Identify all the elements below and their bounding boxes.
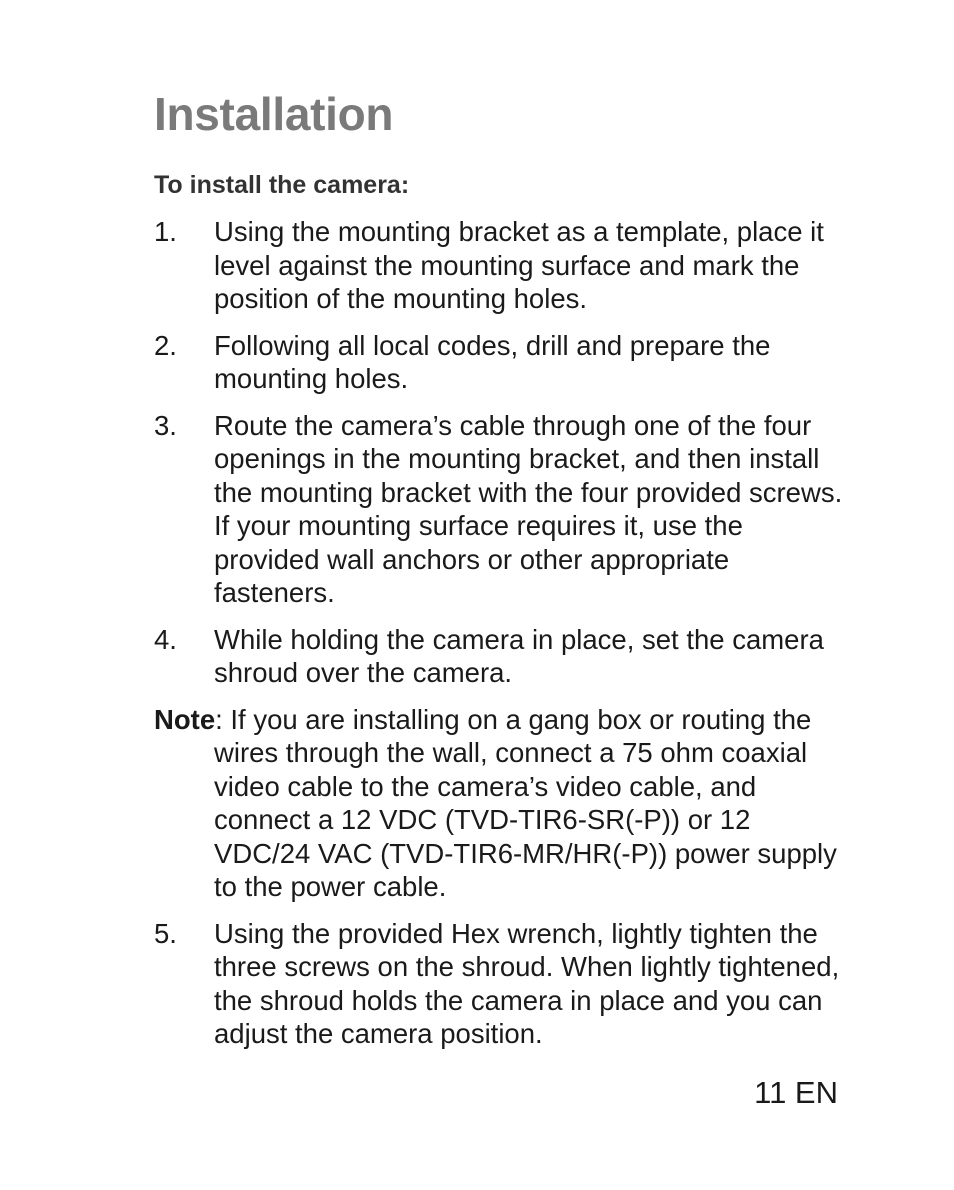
note-paragraph <box>154 703 844 904</box>
step-number: 5. <box>154 917 177 949</box>
list-item <box>154 329 844 396</box>
note-text: : If you are installing on a gang box or routing the wires through the wall, connect a 75 ohm coaxial video cable to the camera’s video cable, and connect a 12 VDC (TVD-TIR6-SR(-P)) or 12 VDC/24 VAC (TVD-TIR6-MR/HR(-P)) power supply to the power cable. <box>214 703 837 902</box>
list-item <box>154 215 844 316</box>
step-number: 2. <box>154 329 177 361</box>
step-text: Route the camera’s cable through one of the four openings in the mounting bracket, and then install the mounting bracket with the four provided screws. If your mounting surface requires it, use the provided wall anchors or other appropriate fasteners. <box>214 409 843 608</box>
list-item <box>154 623 844 690</box>
page-title: Installation <box>154 88 394 140</box>
note-label: Note <box>154 703 216 735</box>
step-text: While holding the camera in place, set the camera shroud over the camera. <box>214 623 824 688</box>
step-number: 3. <box>154 409 177 441</box>
step-text: Using the provided Hex wrench, lightly tighten the three screws on the shroud. When lightly tightened, the shroud holds the camera in place and you can adjust the camera position. <box>214 917 840 1049</box>
step-text: Using the mounting bracket as a template, place it level against the mounting surface and mark the position of the mounting holes. <box>214 216 824 314</box>
step-number: 1. <box>154 216 177 247</box>
step-text: Following all local codes, drill and prepare the mounting holes. <box>214 329 771 394</box>
page-number: 11 EN <box>754 1075 838 1110</box>
list-item <box>154 917 844 1051</box>
step-number: 4. <box>154 623 177 655</box>
instruction-list <box>154 215 844 1064</box>
section-subheading: To install the camera: <box>154 171 410 199</box>
list-item <box>154 409 844 610</box>
